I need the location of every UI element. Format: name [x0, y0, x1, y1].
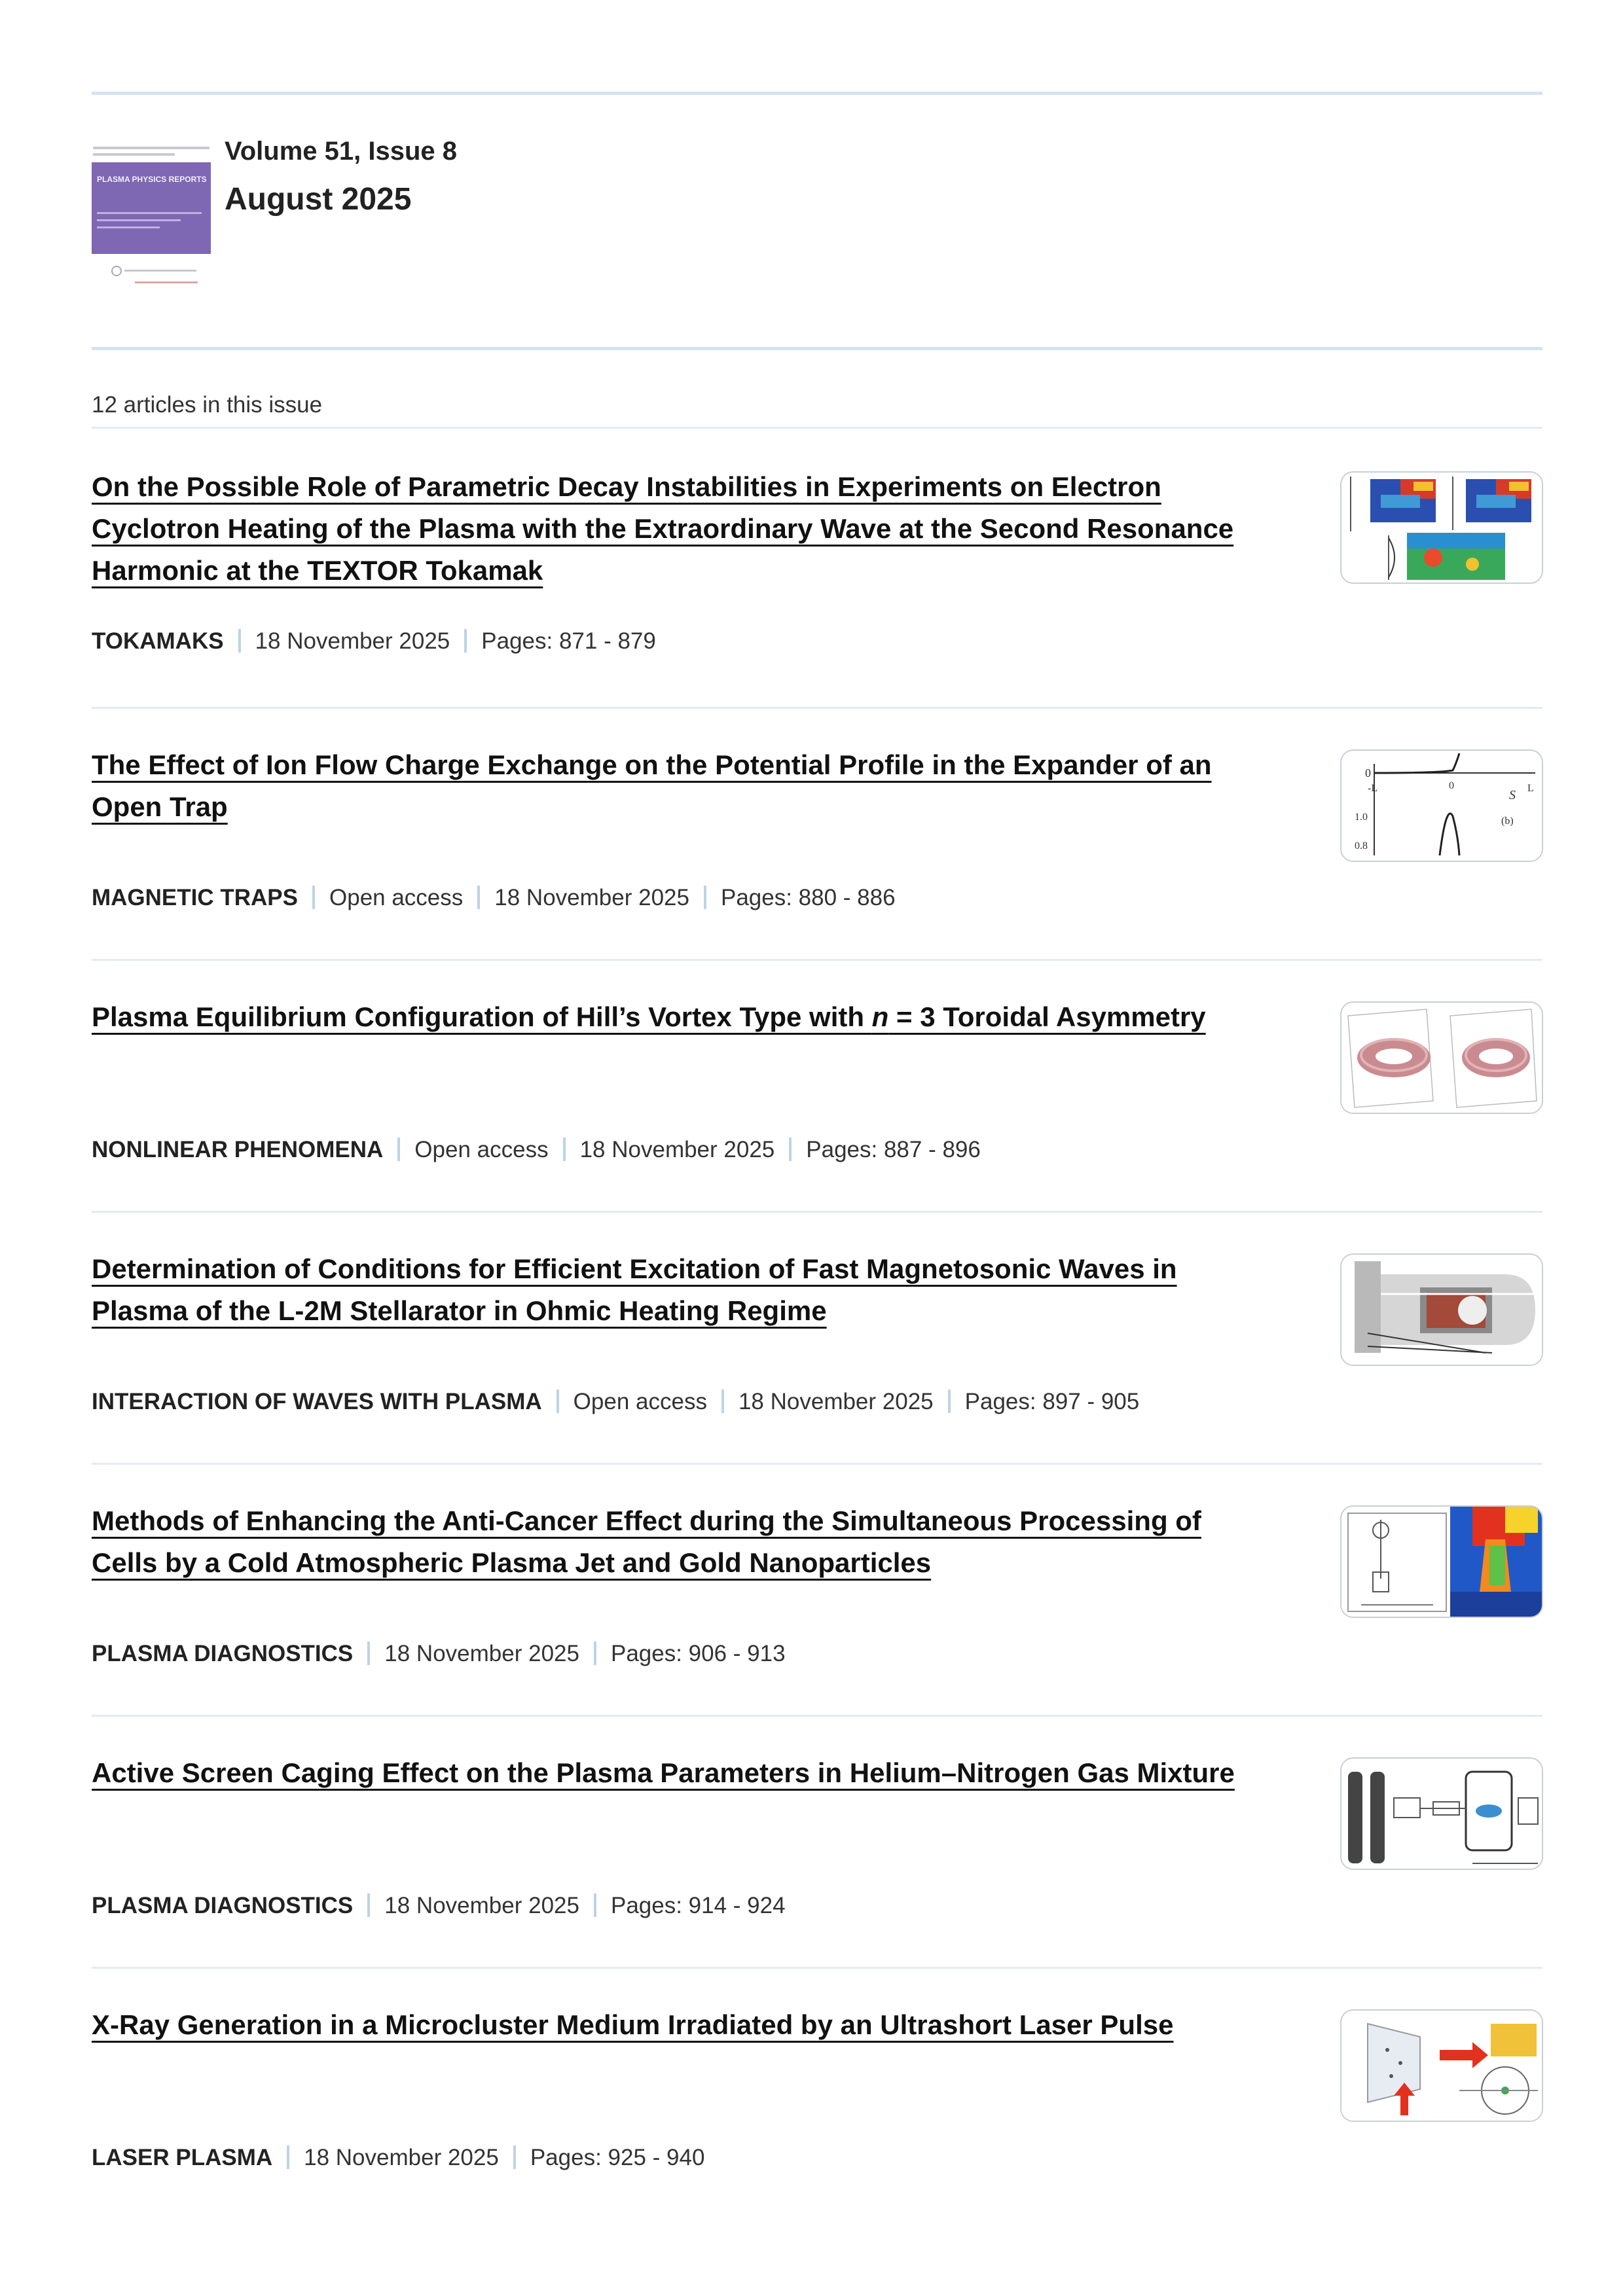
- article-date: 18 November 2025: [738, 1389, 934, 1414]
- svg-text:S: S: [1509, 788, 1516, 802]
- article-title-link[interactable]: Methods of Enhancing the Anti-Cancer Effect during the Simultaneous Processing of Cells by a Cold Atmospheric Plasma Jet and Gold Nanoparticles: [92, 1505, 1201, 1578]
- article-section[interactable]: TOKAMAKS: [92, 628, 224, 654]
- article-divider: [92, 1211, 1542, 1213]
- article-thumbnail[interactable]: [1340, 749, 1543, 862]
- article-section[interactable]: LASER PLASMA: [92, 2145, 273, 2170]
- article-thumbnail[interactable]: [1340, 1001, 1543, 1114]
- article-divider: [92, 959, 1542, 961]
- heatmap-figure-icon: [1341, 473, 1542, 583]
- article-section[interactable]: PLASMA DIAGNOSTICS: [92, 1641, 354, 1666]
- svg-text:0: 0: [1365, 766, 1371, 780]
- article-meta: [92, 1892, 786, 1920]
- article-divider: [92, 707, 1542, 709]
- article-thumbnail[interactable]: [1340, 471, 1543, 584]
- article-divider: [92, 1463, 1542, 1465]
- svg-text:-L: -L: [1368, 783, 1378, 794]
- article-meta: [92, 627, 656, 656]
- article-pages: Pages: 880 - 886: [720, 885, 896, 910]
- article-date: 18 November 2025: [579, 1137, 775, 1162]
- article-access: Open access: [329, 885, 464, 910]
- article-access: Open access: [414, 1137, 549, 1162]
- article-divider: [92, 1715, 1542, 1717]
- plasma-jet-figure-icon: [1341, 1507, 1542, 1617]
- apparatus-figure-icon: [1341, 1759, 1542, 1869]
- svg-text:(b): (b): [1501, 816, 1514, 827]
- cover-title: PLASMA PHYSICS REPORTS: [97, 175, 207, 184]
- torus-figure-icon: [1341, 1003, 1542, 1113]
- article-meta: [92, 2144, 704, 2172]
- article-pages: Pages: 914 - 924: [610, 1893, 786, 1918]
- journal-cover-image[interactable]: [92, 137, 211, 295]
- publisher-logo-icon: [111, 266, 122, 276]
- header-divider: [92, 347, 1542, 350]
- article-title-link[interactable]: Plasma Equilibrium Configuration of Hill’s Vortex Type with n = 3 Toroidal Asymmetry: [92, 1001, 1206, 1032]
- article-date: 18 November 2025: [384, 1893, 579, 1918]
- article-pages: Pages: 887 - 896: [806, 1137, 981, 1162]
- count-divider: [92, 427, 1542, 429]
- issue-volume: Volume 51, Issue 8: [225, 137, 457, 166]
- svg-text:1.0: 1.0: [1355, 812, 1368, 823]
- article-date: 18 November 2025: [255, 628, 450, 654]
- article-thumbnail[interactable]: [1340, 1757, 1543, 1870]
- svg-text:L: L: [1527, 783, 1534, 794]
- line-plot-figure-icon: [1341, 751, 1542, 861]
- article-title-link[interactable]: X-Ray Generation in a Microcluster Medium Irradiated by an Ultrashort Laser Pulse: [92, 2009, 1174, 2040]
- article-divider: [92, 1967, 1542, 1969]
- article-thumbnail[interactable]: [1340, 2009, 1543, 2122]
- article-pages: Pages: 897 - 905: [964, 1389, 1140, 1414]
- article-pages: Pages: 925 - 940: [530, 2145, 705, 2170]
- laser-figure-icon: [1341, 2011, 1542, 2121]
- article-title-link[interactable]: Determination of Conditions for Efficient Excitation of Fast Magnetosonic Waves in Plasma of the L-2M Stellarator in Ohmic Heating Regime: [92, 1253, 1177, 1326]
- antenna-figure-icon: [1341, 1255, 1542, 1365]
- svg-text:0.8: 0.8: [1355, 840, 1368, 852]
- article-title-link[interactable]: Active Screen Caging Effect on the Plasma Parameters in Helium–Nitrogen Gas Mixture: [92, 1757, 1235, 1788]
- article-thumbnail[interactable]: [1340, 1505, 1543, 1618]
- article-section[interactable]: INTERACTION OF WAVES WITH PLASMA: [92, 1389, 542, 1414]
- article-date: 18 November 2025: [304, 2145, 499, 2170]
- article-meta: [92, 884, 896, 912]
- article-count: 12 articles in this issue: [92, 392, 323, 418]
- article-meta: [92, 1640, 786, 1668]
- article-section[interactable]: PLASMA DIAGNOSTICS: [92, 1893, 354, 1918]
- svg-text:0: 0: [1449, 780, 1454, 791]
- article-title-link[interactable]: On the Possible Role of Parametric Decay Instabilities in Experiments on Electron Cyclotron Heating of the Plasma with the Extraordinary Wave at the Second Resonance Harmonic at the TEXTOR Tokamak: [92, 471, 1234, 586]
- article-access: Open access: [573, 1389, 707, 1414]
- cover-title-band: [92, 162, 211, 254]
- article-section[interactable]: MAGNETIC TRAPS: [92, 885, 298, 910]
- article-thumbnail[interactable]: [1340, 1253, 1543, 1366]
- top-divider: [92, 92, 1542, 95]
- article-meta: [92, 1388, 1139, 1416]
- issue-date: August 2025: [225, 182, 412, 217]
- article-date: 18 November 2025: [384, 1641, 579, 1666]
- article-section[interactable]: NONLINEAR PHENOMENA: [92, 1137, 384, 1162]
- article-pages: Pages: 871 - 879: [481, 628, 656, 654]
- article-pages: Pages: 906 - 913: [610, 1641, 786, 1666]
- article-title-link[interactable]: The Effect of Ion Flow Charge Exchange on the Potential Profile in the Expander of an Open Trap: [92, 749, 1212, 822]
- article-date: 18 November 2025: [494, 885, 689, 910]
- article-meta: [92, 1136, 981, 1164]
